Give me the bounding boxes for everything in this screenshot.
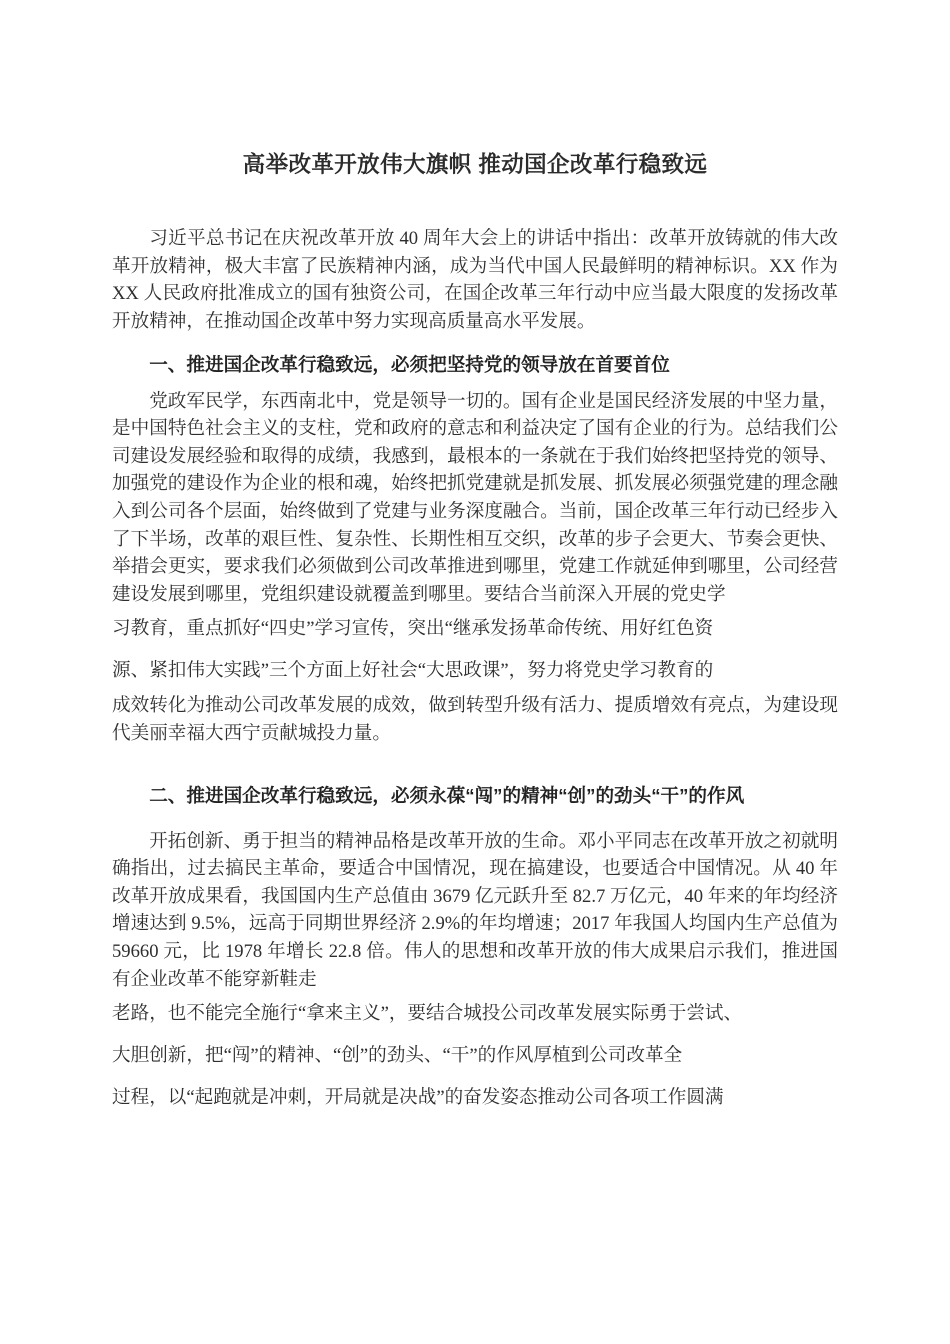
section-1-body-part-4: 成效转化为推动公司改革发展的成效，做到转型升级有活力、提质增效有亮点，为建设现代美丽幸福大西宁贡献城投力量。 [112, 695, 838, 744]
section-1-body-part-3: 源、紧扣伟大实践”三个方面上好社会“大思政课”，努力将党史学习教育的 [112, 660, 714, 682]
section-1-body-part-1: 党政军民学，东西南北中，党是领导一切的。国有企业是国民经济发展的中坚力量，是中国特色社会主义的支柱，党和政府的意志和利益决定了国有企业的行为。总结我们公司建设发展经验和取得的成绩，我感到，最根本的一条就在于我们始终把坚持党的领导、加强党的建设作为企业的根和魂，始终把抓党建就是抓发展、抓发展必须强党建的理念融入到公司各个层面，始终做到了党建与业务深度融合。当前，国企改革三年行动已经步入了下半场，改革的艰巨性、复杂性、长期性相互交织，改革的步子会更大、节奏会更快、举措会更实，要求我们必须做到公司改革推进到哪里，党建工作就延伸到哪里，公司经营建设发展到哪里，党组织建设就覆盖到哪里。要结合当前深入开展的党史学 [112, 390, 838, 605]
section-2-body-part-1: 开拓创新、勇于担当的精神品格是改革开放的生命。邓小平同志在改革开放之初就明确指出，过去搞民主革命，要适合中国情况，现在搞建设，也要适合中国情况。从 40 年改革开放成果看，我国国内生产总值由 3679 亿元跃升至 82.7 万亿元，40 年来的年均经济增速达到 9.5%，远高于同期世界经济 2.9%的年均增速；2017 年我国人均国内生产总值为 59660 元，比 1978 年增长 22.8 倍。伟人的思想和改革开放的伟大成果启示我们，推进国有企业改革不能穿新鞋走 [112, 830, 838, 990]
section-1-body-part-2: 习教育，重点抓好“四史”学习宣传，突出“继承发扬革命传统、用好红色资 [112, 618, 714, 640]
section-2-body-part-3: 大胆创新，把“闯”的精神、“创”的劲头、“干”的作风厚植到公司改革全 [112, 1045, 683, 1067]
section-2-body-part-4: 过程，以“起跑就是冲刺，开局就是决战”的奋发姿态推动公司各项工作圆满 [112, 1087, 724, 1109]
intro-paragraph: 习近平总书记在庆祝改革开放 40 周年大会上的讲话中指出：改革开放铸就的伟大改革开放精神，极大丰富了民族精神内涵，成为当代中国人民最鲜明的精神标识。XX 作为 XX 人民政府批准成立的国有独资公司，在国企改革三年行动中应当最大限度的发扬改革开放精神，在推动国企改革中努力实现高质量高水平发展。 [112, 228, 838, 333]
page-title: 高举改革开放伟大旗帜 推动国企改革行稳致远 [242, 152, 708, 177]
section-heading-2: 二、推进国企改革行稳致远，必须永葆“闯”的精神“创”的劲头“干”的作风 [149, 784, 745, 806]
section-2-body-part-2: 老路，也不能完全施行“拿来主义”，要结合城投公司改革发展实际勇于尝试、 [112, 1003, 743, 1025]
section-heading-1: 一、推进国企改革行稳致远，必须把坚持党的领导放在首要首位 [149, 353, 670, 375]
